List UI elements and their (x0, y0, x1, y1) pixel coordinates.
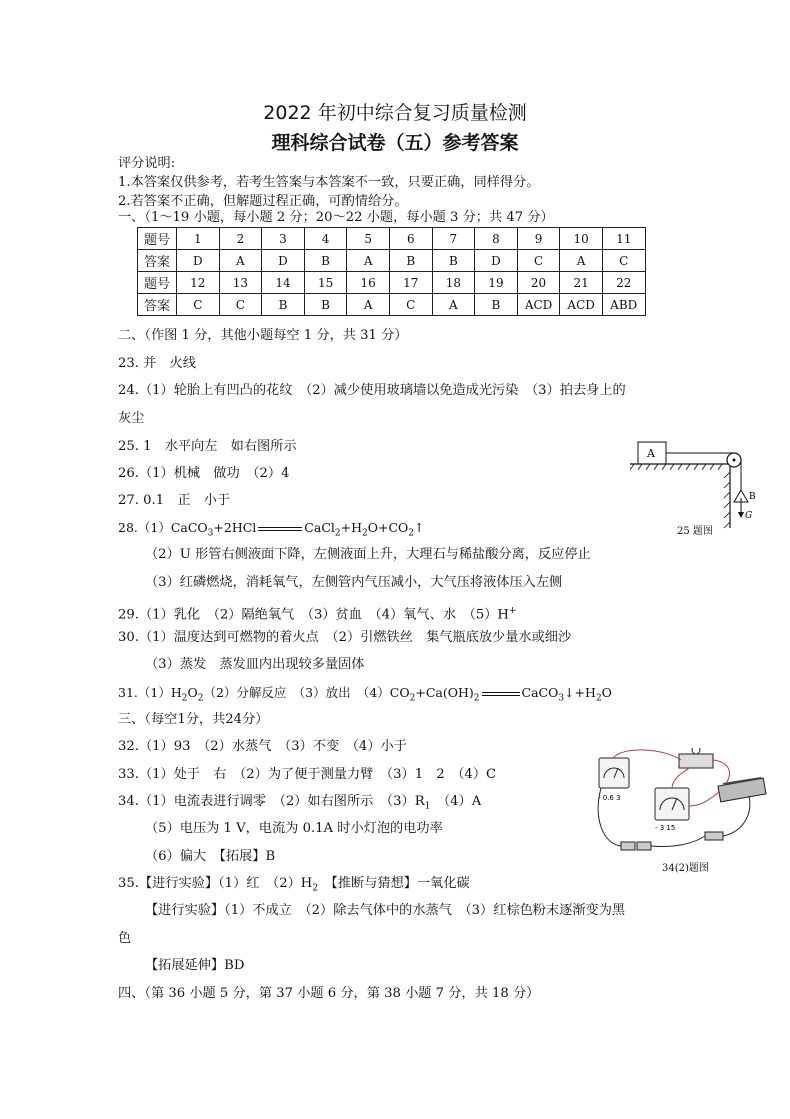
table-cell: 6 (389, 228, 432, 250)
table-cell: D (262, 250, 305, 272)
table-cell: 1 (177, 228, 220, 250)
section-1-heading: 一、（1～19 小题，每小题 2 分；20～22 小题，每小题 3 分；共 47 分） (118, 210, 554, 225)
table-cell: 8 (475, 228, 518, 250)
voltmeter-icon (655, 788, 689, 820)
answer-31 (118, 684, 612, 708)
answer-23: 23. 并 火线 (118, 356, 196, 371)
table-cell: C (389, 294, 432, 316)
weight-b-label: B (749, 492, 756, 502)
table-header-cell: 题号 (138, 272, 177, 294)
text: O (601, 685, 612, 700)
answer-35-1 (118, 875, 470, 898)
table-cell: 10 (560, 228, 603, 250)
equals-sign (258, 527, 302, 531)
subscript: 2 (197, 693, 204, 704)
table-cell: D (177, 250, 220, 272)
answer-34-6: （6）偏大 【拓展】B (145, 849, 276, 864)
text: CaCO (521, 685, 559, 700)
table-cell: C (219, 294, 262, 316)
table-row (138, 228, 646, 250)
answer-27: 27. 0.1 正 小于 (118, 493, 231, 508)
page-title: 2022 年初中综合复习质量检测 (263, 102, 527, 124)
table-cell: 3 (262, 228, 305, 250)
answer-table (137, 227, 646, 316)
scoring-note-1: 1.本答案仅供参考，若考生答案与本答案不一致，只要正确，同样得分。 (118, 175, 540, 190)
table-cell: 17 (389, 272, 432, 294)
section-3-heading: 三、（每空1分，共24分） (118, 712, 269, 727)
block-a-label: A (647, 447, 655, 460)
battery-icon (637, 842, 651, 850)
table-cell: D (475, 250, 518, 272)
table-cell: C (177, 294, 220, 316)
text: O+CO (367, 520, 409, 535)
table-cell: B (432, 250, 475, 272)
superscript: + (508, 606, 517, 616)
answer-24-cont: 灰尘 (118, 411, 145, 426)
table-cell: A (219, 250, 262, 272)
table-cell: 7 (432, 228, 475, 250)
page-subtitle: 理科综合试卷（五）参考答案 (271, 132, 519, 154)
subscript: 2 (595, 693, 602, 704)
answer-28-1 (118, 519, 425, 543)
answer-32: 32.（1）93 （2）水蒸气 （3）不变 （4）小于 (118, 739, 407, 754)
answer-28-2: （2）U 形管右侧液面下降，左侧液面上升，大理石与稀盐酸分离，反应停止 (145, 547, 591, 562)
answer-24: 24.（1）轮胎上有凹凸的花纹 （2）减少使用玻璃墙以免造成光污染 （3）拍去身上的 (118, 383, 626, 398)
table-cell: 19 (475, 272, 518, 294)
table-cell: A (560, 250, 603, 272)
table-cell: 18 (432, 272, 475, 294)
switch-icon (705, 832, 723, 840)
table-cell: ACD (517, 294, 560, 316)
answer-33: 33.（1）处于 右 （2）为了便于测量力臂 （3）1 2 （4）C (118, 767, 497, 782)
subscript: 2 (181, 693, 188, 704)
table-cell: 5 (347, 228, 390, 250)
table-cell: 15 (304, 272, 347, 294)
section-4-heading: 四、（第 36 小题 5 分，第 37 小题 6 分，第 38 小题 7 分，共 18 分） (118, 986, 540, 1001)
voltmeter-terminal-label: - 3 15 (655, 824, 676, 832)
section-2-heading: 二、（作图 1 分，其他小题每空 1 分，共 31 分） (118, 328, 408, 343)
answer-34-1 (118, 793, 481, 816)
answer-35-2-cont: 色 (118, 931, 132, 946)
text: （2）分解反应 （3）放出 （4）CO (203, 685, 410, 700)
subscript: 2 (312, 883, 319, 894)
answer-28-3: （3）红磷燃烧，消耗氧气，左侧管内气压减小，大气压将液体压入左侧 (145, 575, 563, 590)
text: O (187, 685, 198, 700)
text: +Ca(OH) (415, 685, 474, 700)
subscript: 2 (334, 528, 341, 539)
subscript: 2 (408, 528, 415, 539)
text: +2HCl (213, 520, 257, 535)
ammeter-terminal-label: - 0.6 3 (598, 794, 621, 802)
table-cell: B (389, 250, 432, 272)
scoring-note-2: 2.若答案不正确，但解题过程正确，可酌情给分。 (118, 194, 408, 209)
text: 【推断与猜想】一氧化碳 (318, 876, 470, 891)
answer-30-2: （3）蒸发 蒸发皿内出现较多量固体 (145, 657, 365, 672)
table-cell: 13 (219, 272, 262, 294)
table-row (138, 250, 646, 272)
table-cell: 2 (219, 228, 262, 250)
table-cell: 12 (177, 272, 220, 294)
table-cell: 20 (517, 272, 560, 294)
text: （4）A (430, 794, 482, 809)
table-cell: 21 (560, 272, 603, 294)
table-cell: B (304, 294, 347, 316)
table-cell: ACD (560, 294, 603, 316)
figure-34-circuit-diagram (593, 748, 768, 860)
answer-25: 25. 1 水平向左 如右图所示 (118, 439, 297, 454)
answer-29 (118, 602, 516, 624)
table-row (138, 294, 646, 316)
answer-26: 26.（1）机械 做功 （2）4 (118, 466, 290, 481)
table-header-cell: 题号 (138, 228, 177, 250)
table-cell: A (347, 250, 390, 272)
table-row (138, 272, 646, 294)
text: 31.（1）H (118, 685, 182, 700)
answer-30-1: 30.（1）温度达到可燃物的着火点 （2）引燃铁丝 集气瓶底放少量水或细沙 (118, 630, 572, 645)
table-cell: 9 (517, 228, 560, 250)
subscript: 2 (409, 693, 416, 704)
table-header-cell: 答案 (138, 250, 177, 272)
figure-34-caption: 34(2)题图 (662, 863, 709, 874)
gravity-label: G (745, 511, 753, 521)
answer-35-3: 【拓展延伸】BD (145, 958, 245, 973)
subscript: 3 (207, 528, 214, 539)
table-cell: 14 (262, 272, 305, 294)
battery-icon (621, 842, 635, 850)
equals-sign (482, 692, 520, 696)
bulb-holder-icon (679, 754, 713, 768)
table-cell: 16 (347, 272, 390, 294)
subscript: 2 (473, 693, 480, 704)
table-cell: C (602, 250, 645, 272)
table-cell: A (432, 294, 475, 316)
text: 34.（1）电流表进行调零 （2）如右图所示 （3）R (118, 794, 425, 809)
table-header-cell: 答案 (138, 294, 177, 316)
text: 35.【进行实验】（1）红 （2）H (118, 876, 313, 891)
table-cell: ABD (602, 294, 645, 316)
table-cell: B (304, 250, 347, 272)
subscript: 1 (424, 801, 431, 812)
text: ↓+H (564, 685, 596, 700)
scoring-note-heading: 评分说明: (118, 156, 176, 171)
ammeter-icon (599, 758, 629, 788)
table-cell: B (475, 294, 518, 316)
bulb-icon (692, 748, 700, 754)
text: ↑ (414, 520, 425, 535)
table-cell: C (517, 250, 560, 272)
text: 28.（1）CaCO (118, 520, 208, 535)
text: CaCl (304, 520, 335, 535)
text: 29.（1）乳化 （2）隔绝氧气 （3）贫血 （4）氧气、水 （5）H (118, 607, 509, 623)
figure-25-caption: 25 题图 (677, 526, 713, 537)
subscript: 2 (362, 528, 368, 539)
table-cell: A (347, 294, 390, 316)
table-cell: 4 (304, 228, 347, 250)
answer-34-5: （5）电压为 1 V，电流为 0.1A 时小灯泡的电功率 (145, 821, 443, 836)
subscript: 3 (558, 693, 565, 704)
table-cell: 11 (602, 228, 645, 250)
answer-35-2: 【进行实验】（1）不成立 （2）除去气体中的水蒸气 （3）红棕色粉末逐渐变为黑 (145, 903, 626, 918)
text: +H (340, 520, 362, 535)
table-cell: B (262, 294, 305, 316)
table-cell: 22 (602, 272, 645, 294)
